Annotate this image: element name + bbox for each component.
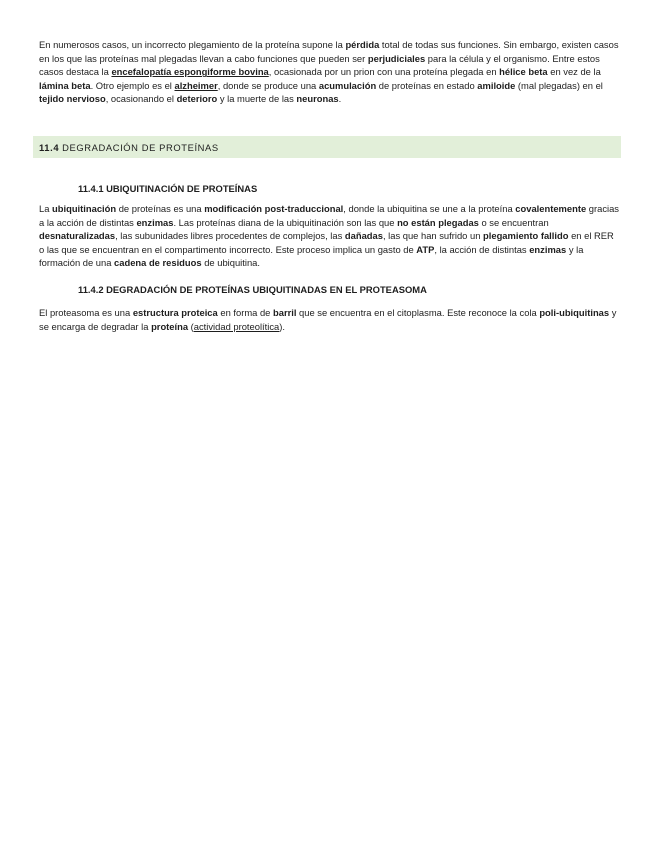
text-run: , las subunidades libres procedentes de complejos, las bbox=[115, 230, 345, 242]
bold-term: tejido nervioso bbox=[39, 93, 106, 105]
bold-term: desnaturalizadas bbox=[39, 230, 116, 242]
bold-term: ubiquitinación bbox=[52, 203, 117, 214]
text-run: . bbox=[338, 93, 342, 105]
paragraph-misfolding bbox=[39, 38, 621, 106]
bold-term: ATP bbox=[416, 243, 435, 255]
text-run: en vez de la bbox=[547, 66, 601, 78]
text-run: total de todas sus funciones. Sin embargo, existen casos en los que las proteínas mal plegadas llevan a cabo funciones que pueden ser bbox=[39, 39, 619, 64]
text-run: gracias a la acción de distintas bbox=[39, 203, 619, 228]
bold-term: deterioro bbox=[176, 93, 218, 105]
bold-term: estructura proteica bbox=[132, 307, 218, 318]
text-run: ). bbox=[279, 320, 285, 332]
bold-term: perjudiciales bbox=[367, 52, 426, 64]
text-run: que se encuentra en el citoplasma. Este reconoce la cola bbox=[296, 307, 540, 318]
section-number: 11.4 bbox=[39, 141, 60, 153]
bold-term: amiloide bbox=[477, 79, 516, 91]
text-run: y la formación de una bbox=[39, 243, 584, 269]
text-run: de proteínas en estado bbox=[376, 79, 478, 91]
text-run: , la acción de distintas bbox=[434, 243, 530, 255]
bold-term: poli-ubiquitinas bbox=[539, 307, 610, 318]
text-run: ( bbox=[188, 320, 194, 332]
text-run: , ocasionando el bbox=[105, 93, 177, 105]
section-title: DEGRADACIÓN DE PROTEÍNAS bbox=[62, 141, 219, 153]
text-run: para la célula y el organismo. Entre estos casos destaca la bbox=[39, 52, 600, 78]
bold-term: dañadas bbox=[344, 230, 383, 242]
text-run: (mal plegadas) en el bbox=[515, 79, 603, 91]
text-run: . Las proteínas diana de la ubiquitinación son las que bbox=[173, 216, 398, 228]
text-run: . Otro ejemplo es el bbox=[90, 79, 175, 91]
bold-term: no están plegadas bbox=[397, 216, 479, 228]
text-run: , las que han sufrido un bbox=[382, 230, 484, 242]
text-run: en forma de bbox=[217, 307, 273, 318]
bold-term: enzimas bbox=[529, 243, 567, 255]
text-run: El proteasoma es una bbox=[39, 307, 133, 318]
text-run: de proteínas es una bbox=[116, 203, 205, 214]
text-run: , donde se produce una bbox=[217, 79, 319, 91]
section-heading bbox=[33, 136, 621, 158]
bold-term: proteína bbox=[151, 320, 189, 332]
underlined-term: alzheimer bbox=[174, 79, 218, 91]
bold-term: neuronas bbox=[296, 93, 339, 105]
bold-term: barril bbox=[273, 307, 297, 318]
underlined-term: actividad proteolítica bbox=[193, 320, 280, 332]
text-run: y la muerte de las bbox=[217, 93, 297, 105]
text-run: En numerosos casos, un incorrecto plegamiento de la proteína supone la bbox=[39, 39, 346, 50]
bold-term: plegamiento fallido bbox=[483, 230, 569, 242]
bold-term: lámina beta bbox=[39, 79, 91, 91]
bold-term: modificación post-traduccional bbox=[204, 203, 344, 214]
subsection-heading-proteasome: 11.4.2 DEGRADACIÓN DE PROTEÍNAS UBIQUITINADAS EN EL PROTEASOMA bbox=[78, 284, 427, 295]
bold-term: cadena de residuos bbox=[114, 257, 202, 269]
subsection-heading-ubiquitination: 11.4.1 UBIQUITINACIÓN DE PROTEÍNAS bbox=[78, 183, 258, 194]
text-run: en el RER o las que se encuentran en el compartimento incorrecto. Este proceso implica un gasto de bbox=[39, 230, 614, 255]
bold-term: enzimas bbox=[136, 216, 174, 228]
bold-term: pérdida bbox=[345, 39, 380, 50]
bold-term: acumulación bbox=[318, 79, 377, 91]
bold-term: hélice beta bbox=[499, 66, 548, 78]
text-run: , donde la ubiquitina se une a la proteína bbox=[343, 203, 516, 214]
underlined-term: encefalopatía espongiforme bovina bbox=[111, 66, 269, 78]
text-run: o se encuentran bbox=[478, 216, 549, 228]
text-run: y se encarga de degradar la bbox=[39, 307, 617, 332]
text-run: La bbox=[39, 203, 53, 214]
bold-term: covalentemente bbox=[515, 203, 587, 214]
paragraph-ubiquitination bbox=[39, 202, 621, 270]
text-run: de ubiquitina. bbox=[201, 257, 260, 269]
paragraph-proteasome bbox=[39, 306, 621, 333]
text-run: , ocasionada por un prion con una proteína plegada en bbox=[268, 66, 500, 78]
